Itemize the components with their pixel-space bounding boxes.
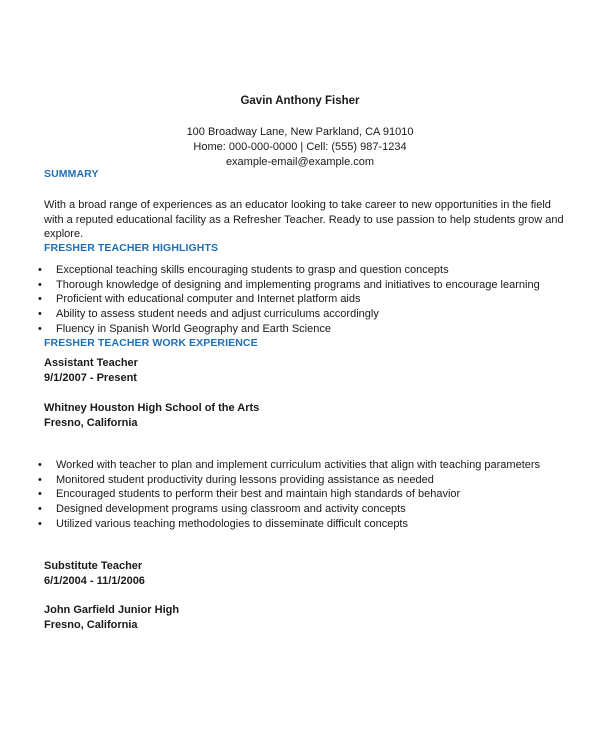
list-item: • Monitored student productivity during lessons providing assistance as needed <box>38 473 434 486</box>
summary-heading: SUMMARY <box>44 168 99 180</box>
bullet-icon: • <box>38 264 42 276</box>
list-item: • Proficient with educational computer and Internet platform aids <box>38 293 361 306</box>
list-item: • Fluency in Spanish World Geography and Earth Science <box>38 322 331 335</box>
phone-line: Home: 000-000-0000 | Cell: (555) 987-1234 <box>193 141 407 153</box>
bullet-icon: • <box>38 517 42 530</box>
list-item: • Ability to assess student needs and adjust curriculums accordingly <box>38 308 379 321</box>
bullet-icon: • <box>38 293 42 306</box>
contact-block <box>0 125 600 170</box>
bullet-icon: • <box>38 488 42 501</box>
job-2-employer <box>44 603 179 632</box>
email-line: example-email@example.com <box>225 156 375 168</box>
employer-location: Fresno, California <box>44 618 138 631</box>
employer-name: John Garfield Junior High <box>44 604 180 616</box>
job-1-employer <box>44 401 259 430</box>
highlights-heading: FRESHER TEACHER HIGHLIGHTS <box>44 242 219 254</box>
bullet-icon: • <box>38 473 42 486</box>
candidate-name: Gavin Anthony Fisher <box>240 95 360 107</box>
list-item: • Thorough knowledge of designing and implementing programs and initiatives to encourage learning <box>38 278 540 291</box>
bullet-icon: • <box>38 322 42 335</box>
job-dates: 6/1/2004 - 11/1/2006 <box>44 574 145 587</box>
experience-heading: FRESHER TEACHER WORK EXPERIENCE <box>44 337 258 349</box>
employer-name: Whitney Houston High School of the Arts <box>44 402 260 414</box>
address-line: 100 Broadway Lane, New Parkland, CA 91010 <box>186 126 414 138</box>
list-item: • Utilized various teaching methodologies to disseminate difficult concepts <box>38 517 408 530</box>
job-title: Substitute Teacher <box>44 560 143 572</box>
bullet-icon: • <box>38 503 42 516</box>
employer-location: Fresno, California <box>44 416 138 429</box>
bullet-icon: • <box>38 459 42 471</box>
list-item: • Encouraged students to perform their best and maintain high standards of behavior <box>38 488 461 501</box>
job-1-header <box>44 356 138 385</box>
job-dates: 9/1/2007 - Present <box>44 371 137 384</box>
job-2-header <box>44 559 145 588</box>
list-item: • Designed development programs using classroom and activity concepts <box>38 503 406 516</box>
list-item: • Exceptional teaching skills encouraging students to grasp and question concepts <box>38 264 449 276</box>
job-title: Assistant Teacher <box>44 357 138 369</box>
highlights-list <box>38 263 540 337</box>
bullet-icon: • <box>38 308 42 321</box>
list-item: • Worked with teacher to plan and implement curriculum activities that align with teaching parameters <box>38 459 541 471</box>
bullet-icon: • <box>38 278 42 291</box>
job-1-duties <box>38 458 540 532</box>
summary-text: With a broad range of experiences as an educator looking to take career to new opportunities in the field with a reputed educational facility as a Refresher Teacher. Ready to use passion to help students grow and explore. <box>44 199 564 240</box>
